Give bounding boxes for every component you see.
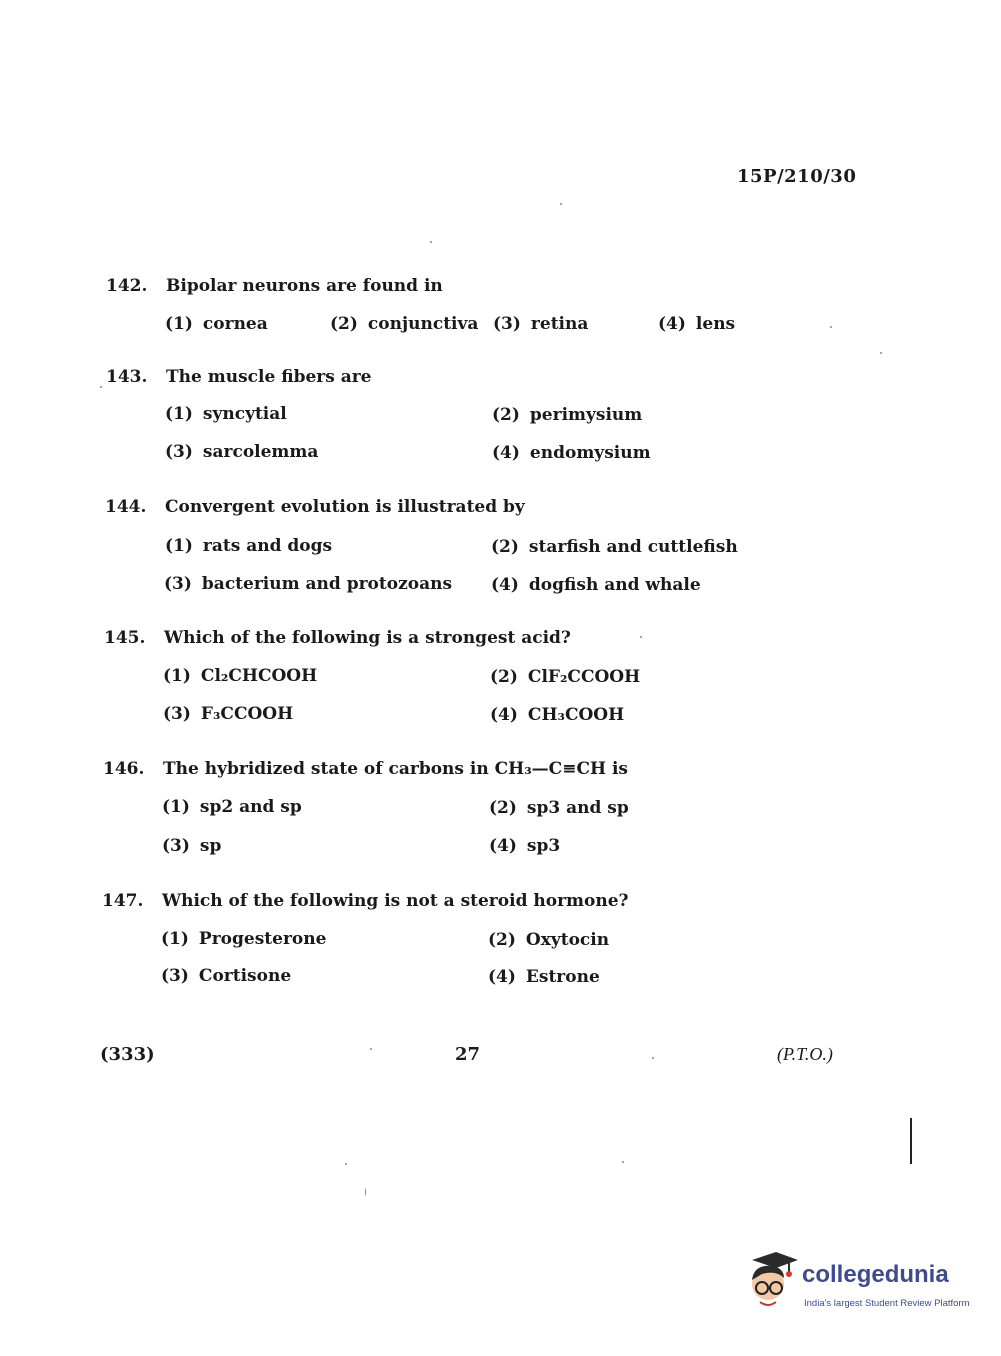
option-2: (2) conjunctiva — [330, 314, 479, 334]
question-number: 145. — [104, 628, 146, 648]
option-4: (4) CH₃COOH — [490, 705, 625, 725]
scan-dot — [830, 326, 832, 328]
option-3: (3) F₃CCOOH — [163, 704, 294, 724]
pto-label: (P.T.O.) — [777, 1044, 833, 1064]
option-4: (4) sp3 — [489, 836, 561, 856]
scan-dot — [640, 636, 642, 638]
question-number: 147. — [102, 891, 144, 911]
option-1: (1) rats and dogs — [165, 536, 333, 556]
question-number: 143. — [106, 367, 148, 387]
option-3: (3) retina — [493, 314, 589, 334]
option-3: (3) sp — [162, 836, 222, 856]
scan-dot — [365, 1188, 366, 1196]
option-3: (3) Cortisone — [161, 966, 292, 986]
brand-tagline: India's largest Student Review Platform — [804, 1298, 970, 1309]
option-1: (1) Progesterone — [161, 929, 327, 949]
option-3: (3) sarcolemma — [165, 442, 319, 462]
option-2: (2) Oxytocin — [488, 930, 610, 950]
option-4: (4) lens — [658, 314, 736, 334]
question-text: Convergent evolution is illustrated by — [165, 497, 525, 517]
collegedunia-logo — [742, 1250, 972, 1320]
option-2: (2) sp3 and sp — [489, 798, 629, 818]
page-number: 27 — [455, 1044, 481, 1065]
footer-code: (333) — [100, 1044, 155, 1065]
scan-dot — [430, 241, 432, 243]
option-2: (2) starfish and cuttlefish — [491, 537, 738, 557]
option-3: (3) bacterium and protozoans — [164, 574, 453, 594]
scan-dot — [880, 352, 882, 354]
scan-dot — [622, 1161, 624, 1163]
option-2: (2) ClF₂CCOOH — [490, 667, 641, 687]
option-1: (1) syncytial — [165, 404, 287, 424]
option-4: (4) dogfish and whale — [491, 575, 701, 595]
scan-dot — [652, 1057, 654, 1059]
paper-code: 15P/210/30 — [737, 166, 857, 187]
option-1: (1) Cl₂CHCOOH — [163, 666, 318, 686]
scan-dot — [345, 1163, 347, 1165]
mascot-icon — [742, 1250, 800, 1310]
question-text: The muscle fibers are — [166, 367, 372, 387]
question-text: Bipolar neurons are found in — [166, 276, 443, 296]
option-1: (1) cornea — [165, 314, 268, 334]
scan-mark — [910, 1118, 912, 1164]
option-4: (4) endomysium — [492, 443, 651, 463]
option-4: (4) Estrone — [488, 967, 600, 987]
question-number: 142. — [106, 276, 148, 296]
brand-name: collegedunia — [802, 1261, 949, 1288]
option-2: (2) perimysium — [492, 405, 643, 425]
scan-dot — [100, 386, 102, 388]
question-text: Which of the following is not a steroid hormone? — [162, 891, 629, 911]
option-1: (1) sp2 and sp — [162, 797, 302, 817]
question-number: 144. — [105, 497, 147, 517]
question-number: 146. — [103, 759, 145, 779]
question-text: The hybridized state of carbons in CH₃—C≡CH is — [163, 759, 628, 779]
question-text: Which of the following is a strongest acid? — [164, 628, 571, 648]
scan-dot — [370, 1048, 372, 1050]
scan-dot — [560, 203, 562, 205]
